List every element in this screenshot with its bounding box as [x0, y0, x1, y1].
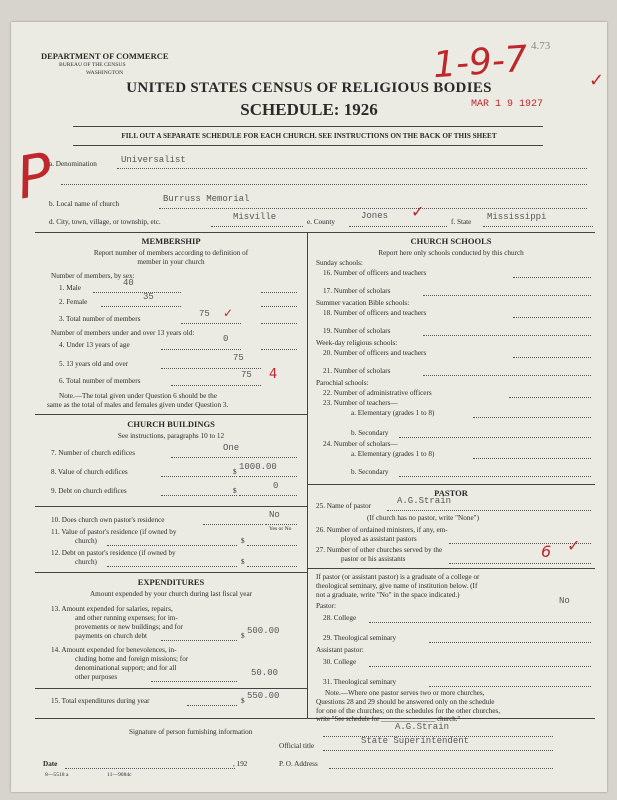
q27-line [449, 563, 591, 564]
q15-line [187, 705, 237, 706]
sunday-label: Sunday schools: [316, 259, 363, 267]
q12-dollar: $ [241, 558, 245, 566]
divider [35, 414, 307, 415]
print-code: 11—9084c [107, 772, 132, 778]
pastor-note-2: Questions 28 and 29 should be answered only on the schedule [316, 698, 495, 706]
q15-value: 550.00 [247, 691, 280, 701]
q3-value: 75 [199, 309, 210, 319]
city-value: Misville [233, 212, 277, 222]
q7-line [171, 457, 297, 458]
q13-line [161, 640, 237, 641]
q25-line [387, 510, 591, 511]
county-line [349, 226, 447, 227]
q17-label: 17. Number of scholars [323, 287, 391, 295]
q10-label: 10. Does church own pastor's residence [51, 516, 165, 524]
q1-line [93, 292, 181, 293]
q18-label: 18. Number of officers and teachers [323, 309, 427, 317]
q29-label: 29. Theological seminary [323, 634, 397, 642]
q3-answer-line [261, 323, 297, 324]
q27-label-1: 27. Number of other churches served by the [316, 546, 443, 554]
q13-value: 500.00 [247, 626, 280, 636]
by-sex-label: Number of members, by sex: [51, 272, 135, 280]
membership-note-1: Note.—The total given under Question 6 should be the [59, 392, 217, 400]
q20-label: 20. Number of officers and teachers [323, 349, 427, 357]
q12-line [107, 566, 237, 567]
q29-line [429, 642, 591, 643]
q23b-line [399, 437, 591, 438]
q6-handwritten-mark: 4 [269, 367, 278, 382]
q30-line [369, 666, 591, 667]
q28-line [369, 622, 591, 623]
expenditures-title: EXPENDITURES [137, 577, 205, 587]
q25-label: 25. Name of pastor [316, 502, 372, 510]
q9-dollar: $ [233, 487, 237, 495]
q30-label: 30. College [323, 658, 357, 666]
check-mark: ✓ [411, 202, 425, 221]
q1-label: 1. Male [59, 284, 81, 292]
schools-subtitle: Report here only schools conducted by this church [378, 249, 524, 257]
city-line [211, 226, 303, 227]
q17-line [423, 295, 591, 296]
address-line [329, 768, 553, 769]
check-mark: ✓ [223, 306, 234, 320]
expenditures-subtitle: Amount expended by your church during last fiscal year [89, 590, 253, 598]
q24b-label: b. Secondary [351, 468, 389, 476]
section-border-top [35, 232, 595, 233]
divider [35, 688, 307, 689]
q13-label-3: provements or new buildings; and for [75, 623, 183, 631]
schools-title: CHURCH SCHOOLS [410, 236, 492, 246]
q26-label-2: ployed as assistant pastors [341, 535, 417, 543]
q2-answer-line [261, 306, 297, 307]
q11-label-2: church) [75, 537, 97, 545]
q2-line [101, 306, 181, 307]
department-label: DEPARTMENT OF COMMERCE [41, 51, 169, 61]
q25-value: A.G.Strain [397, 496, 452, 506]
q9-line [161, 495, 237, 496]
q4-answer-line [261, 349, 297, 350]
q23a-line [473, 417, 591, 418]
q1-value: 40 [123, 278, 134, 288]
signature-label: Signature of person furnishing information [129, 728, 253, 736]
form-code: 8—5518 a [45, 772, 69, 778]
q21-line [423, 375, 591, 376]
q1-answer-line [261, 292, 297, 293]
q28-label: 28. College [323, 614, 357, 622]
q11-line [107, 545, 237, 546]
signature-value: A.G.Strain [395, 722, 450, 732]
divider [307, 568, 595, 569]
pastor-title: PASTOR [434, 488, 468, 498]
local-name-line [159, 208, 587, 209]
instruction-banner: FILL OUT A SEPARATE SCHEDULE FOR EACH CHURCH. SEE INSTRUCTIONS ON THE BACK OF THIS SHEET [121, 132, 497, 140]
denomination-line [117, 168, 587, 169]
weekday-label: Week-day religious schools: [316, 339, 398, 347]
q16-label: 16. Number of officers and teachers [323, 269, 427, 277]
state-line [483, 226, 593, 227]
q4-line [161, 349, 241, 350]
q31-line [429, 686, 591, 687]
q8-value: 1000.00 [239, 462, 277, 472]
graduate-note-1: If pastor (or assistant pastor) is a graduate of a college or [316, 573, 480, 581]
q11-dollar: $ [241, 537, 245, 545]
q5-label: 5. 13 years old and over [59, 360, 129, 368]
county-label: e. County [307, 218, 335, 226]
q3-label: 3. Total number of members [59, 315, 141, 323]
q8-line [161, 476, 237, 477]
check-mark: ✓ [567, 536, 581, 555]
q10-answer-line [265, 524, 297, 525]
q11-label-1: 11. Value of pastor's residence (if owned by [51, 528, 177, 536]
q16-line [513, 277, 591, 278]
q23-label: 23. Number of teachers— [323, 399, 398, 407]
graduate-note-3: not a graduate, write "No" in the space indicated.) [316, 591, 460, 599]
divider [35, 506, 307, 507]
q10-value: No [269, 510, 280, 520]
q14-label-4: other purposes [75, 673, 118, 681]
pastor-note-1: Note.—Where one pastor serves two or more churches, [325, 689, 485, 697]
blank-line [61, 184, 587, 185]
q27-label-2: pastor or his assistants [341, 555, 406, 563]
pastor-note-4: write "See schedule for ________________ church." [316, 716, 461, 723]
q5-value: 75 [233, 353, 244, 363]
q11-answer-line [247, 545, 297, 546]
bureau-label: BUREAU OF THE CENSUS [59, 62, 126, 68]
form-title: UNITED STATES CENSUS OF RELIGIOUS BODIES [126, 80, 492, 96]
q7-value: One [223, 443, 240, 453]
q25-note: (If church has no pastor, write "None") [367, 514, 479, 522]
state-value: Mississippi [487, 212, 547, 222]
pastor-grad-value: No [559, 596, 570, 606]
membership-note-2: same as the total of males and females given under Question 3. [47, 401, 229, 409]
section-border-bottom [35, 718, 595, 719]
check-mark: ✓ [589, 70, 605, 91]
divider [35, 572, 307, 573]
q15-dollar: $ [241, 697, 245, 705]
q4-label: 4. Under 13 years of age [59, 341, 130, 349]
q2-label: 2. Female [59, 298, 88, 306]
q9-label: 9. Debt on church edifices [51, 487, 127, 495]
date-line [65, 768, 235, 769]
q12-label-2: church) [75, 558, 97, 566]
q13-label-4: payments on church debt [75, 632, 148, 640]
address-label: P. O. Address [279, 760, 318, 768]
local-name-label: b. Local name of church [49, 200, 120, 208]
q14-label-3: denominational support; and for all [75, 664, 177, 672]
q19-label: 19. Number of scholars [323, 327, 391, 335]
q8-label: 8. Value of church edifices [51, 468, 128, 476]
q24a-line [473, 458, 591, 459]
q8-dollar: $ [233, 468, 237, 476]
q14-line [151, 681, 237, 682]
city-town-label: d. City, town, village, or township, etc. [49, 218, 161, 226]
local-name-value: Burruss Memorial [163, 194, 250, 204]
q31-label: 31. Theological seminary [323, 678, 397, 686]
q21-label: 21. Number of scholars [323, 367, 391, 375]
q6-label: 6. Total number of members [59, 377, 141, 385]
divider [73, 145, 543, 146]
state-label: f. State [451, 218, 472, 226]
received-stamp: MAR 1 9 1927 [471, 99, 544, 110]
q10-line [203, 524, 263, 525]
q12-answer-line [247, 566, 297, 567]
q22-label: 22. Number of administrative officers [323, 389, 432, 397]
graduate-note-2: theological seminary, give name of institution below. (If [316, 582, 478, 590]
handwritten-number: 4.73 [531, 40, 551, 52]
handwritten-date: 1-9-7 [431, 38, 530, 87]
q24a-label: a. Elementary (grades 1 to 8) [351, 450, 435, 458]
q8-answer-line [239, 476, 297, 477]
membership-subtitle-2: member in your church [137, 258, 205, 266]
divider [307, 484, 595, 485]
denomination-value: Universalist [121, 155, 186, 165]
q9-answer-line [239, 495, 297, 496]
column-divider [307, 232, 308, 718]
q2-value: 35 [143, 292, 154, 302]
buildings-subtitle: See instructions, paragraphs 10 to 12 [117, 432, 225, 440]
membership-subtitle-1: Report number of members according to definition of [93, 249, 249, 257]
q9-value: 0 [273, 481, 279, 491]
q27-value: 6 [541, 542, 552, 561]
q24b-line [399, 476, 591, 477]
parochial-label: Parochial schools: [316, 379, 369, 387]
q14-value: 50.00 [251, 668, 279, 678]
county-value: Jones [361, 211, 389, 221]
city-label: WASHINGTON [86, 70, 124, 76]
yes-no-hint: Yes or No [269, 526, 292, 532]
denomination-label: a. Denomination [49, 160, 97, 168]
q20-line [513, 357, 591, 358]
q7-label: 7. Number of church edifices [51, 449, 136, 457]
official-title-value: State Superintendent [361, 736, 470, 746]
q13-label-1: 13. Amount expended for salaries, repairs, [51, 605, 173, 613]
q23a-label: a. Elementary (grades 1 to 8) [351, 409, 435, 417]
pastor-note-3: for one of the churches; on the schedules for the other churches, [316, 707, 501, 715]
q22-line [509, 397, 591, 398]
age-label: Number of members under and over 13 years old: [51, 329, 195, 337]
schedule-title: SCHEDULE: 1926 [240, 100, 378, 119]
membership-title: MEMBERSHIP [141, 236, 201, 246]
date-year: , 192 [233, 760, 248, 768]
q15-label: 15. Total expenditures during year [51, 697, 150, 705]
q18-line [513, 317, 591, 318]
q13-label-2: and other running expenses; for im- [75, 614, 178, 622]
assistant-label: Assistant pastor: [316, 646, 364, 654]
q14-label-1: 14. Amount expended for benevolences, in- [51, 646, 177, 654]
q12-label-1: 12. Debt on pastor's residence (if owned by [51, 549, 176, 557]
census-form [11, 22, 607, 792]
q4-value: 0 [223, 334, 229, 344]
q23b-label: b. Secondary [351, 429, 389, 437]
q19-line [423, 335, 591, 336]
official-title-label: Official title [279, 742, 315, 750]
divider [73, 126, 543, 127]
q13-dollar: $ [241, 632, 245, 640]
official-title-line [323, 750, 553, 751]
q24-label: 24. Number of scholars— [323, 440, 398, 448]
q26-label-1: 26. Number of ordained ministers, if any, em- [316, 526, 448, 534]
summer-label: Summer vacation Bible schools: [316, 299, 410, 307]
handwritten-mark: P [11, 139, 58, 213]
q5-line [161, 368, 261, 369]
q14-label-2: cluding home and foreign missions; for [75, 655, 189, 663]
buildings-title: CHURCH BUILDINGS [127, 419, 215, 429]
date-label: Date [43, 760, 58, 768]
pastor-grad-label: Pastor: [316, 602, 336, 610]
q6-value: 75 [241, 370, 252, 380]
q6-line [171, 385, 261, 386]
q3-line [181, 323, 241, 324]
